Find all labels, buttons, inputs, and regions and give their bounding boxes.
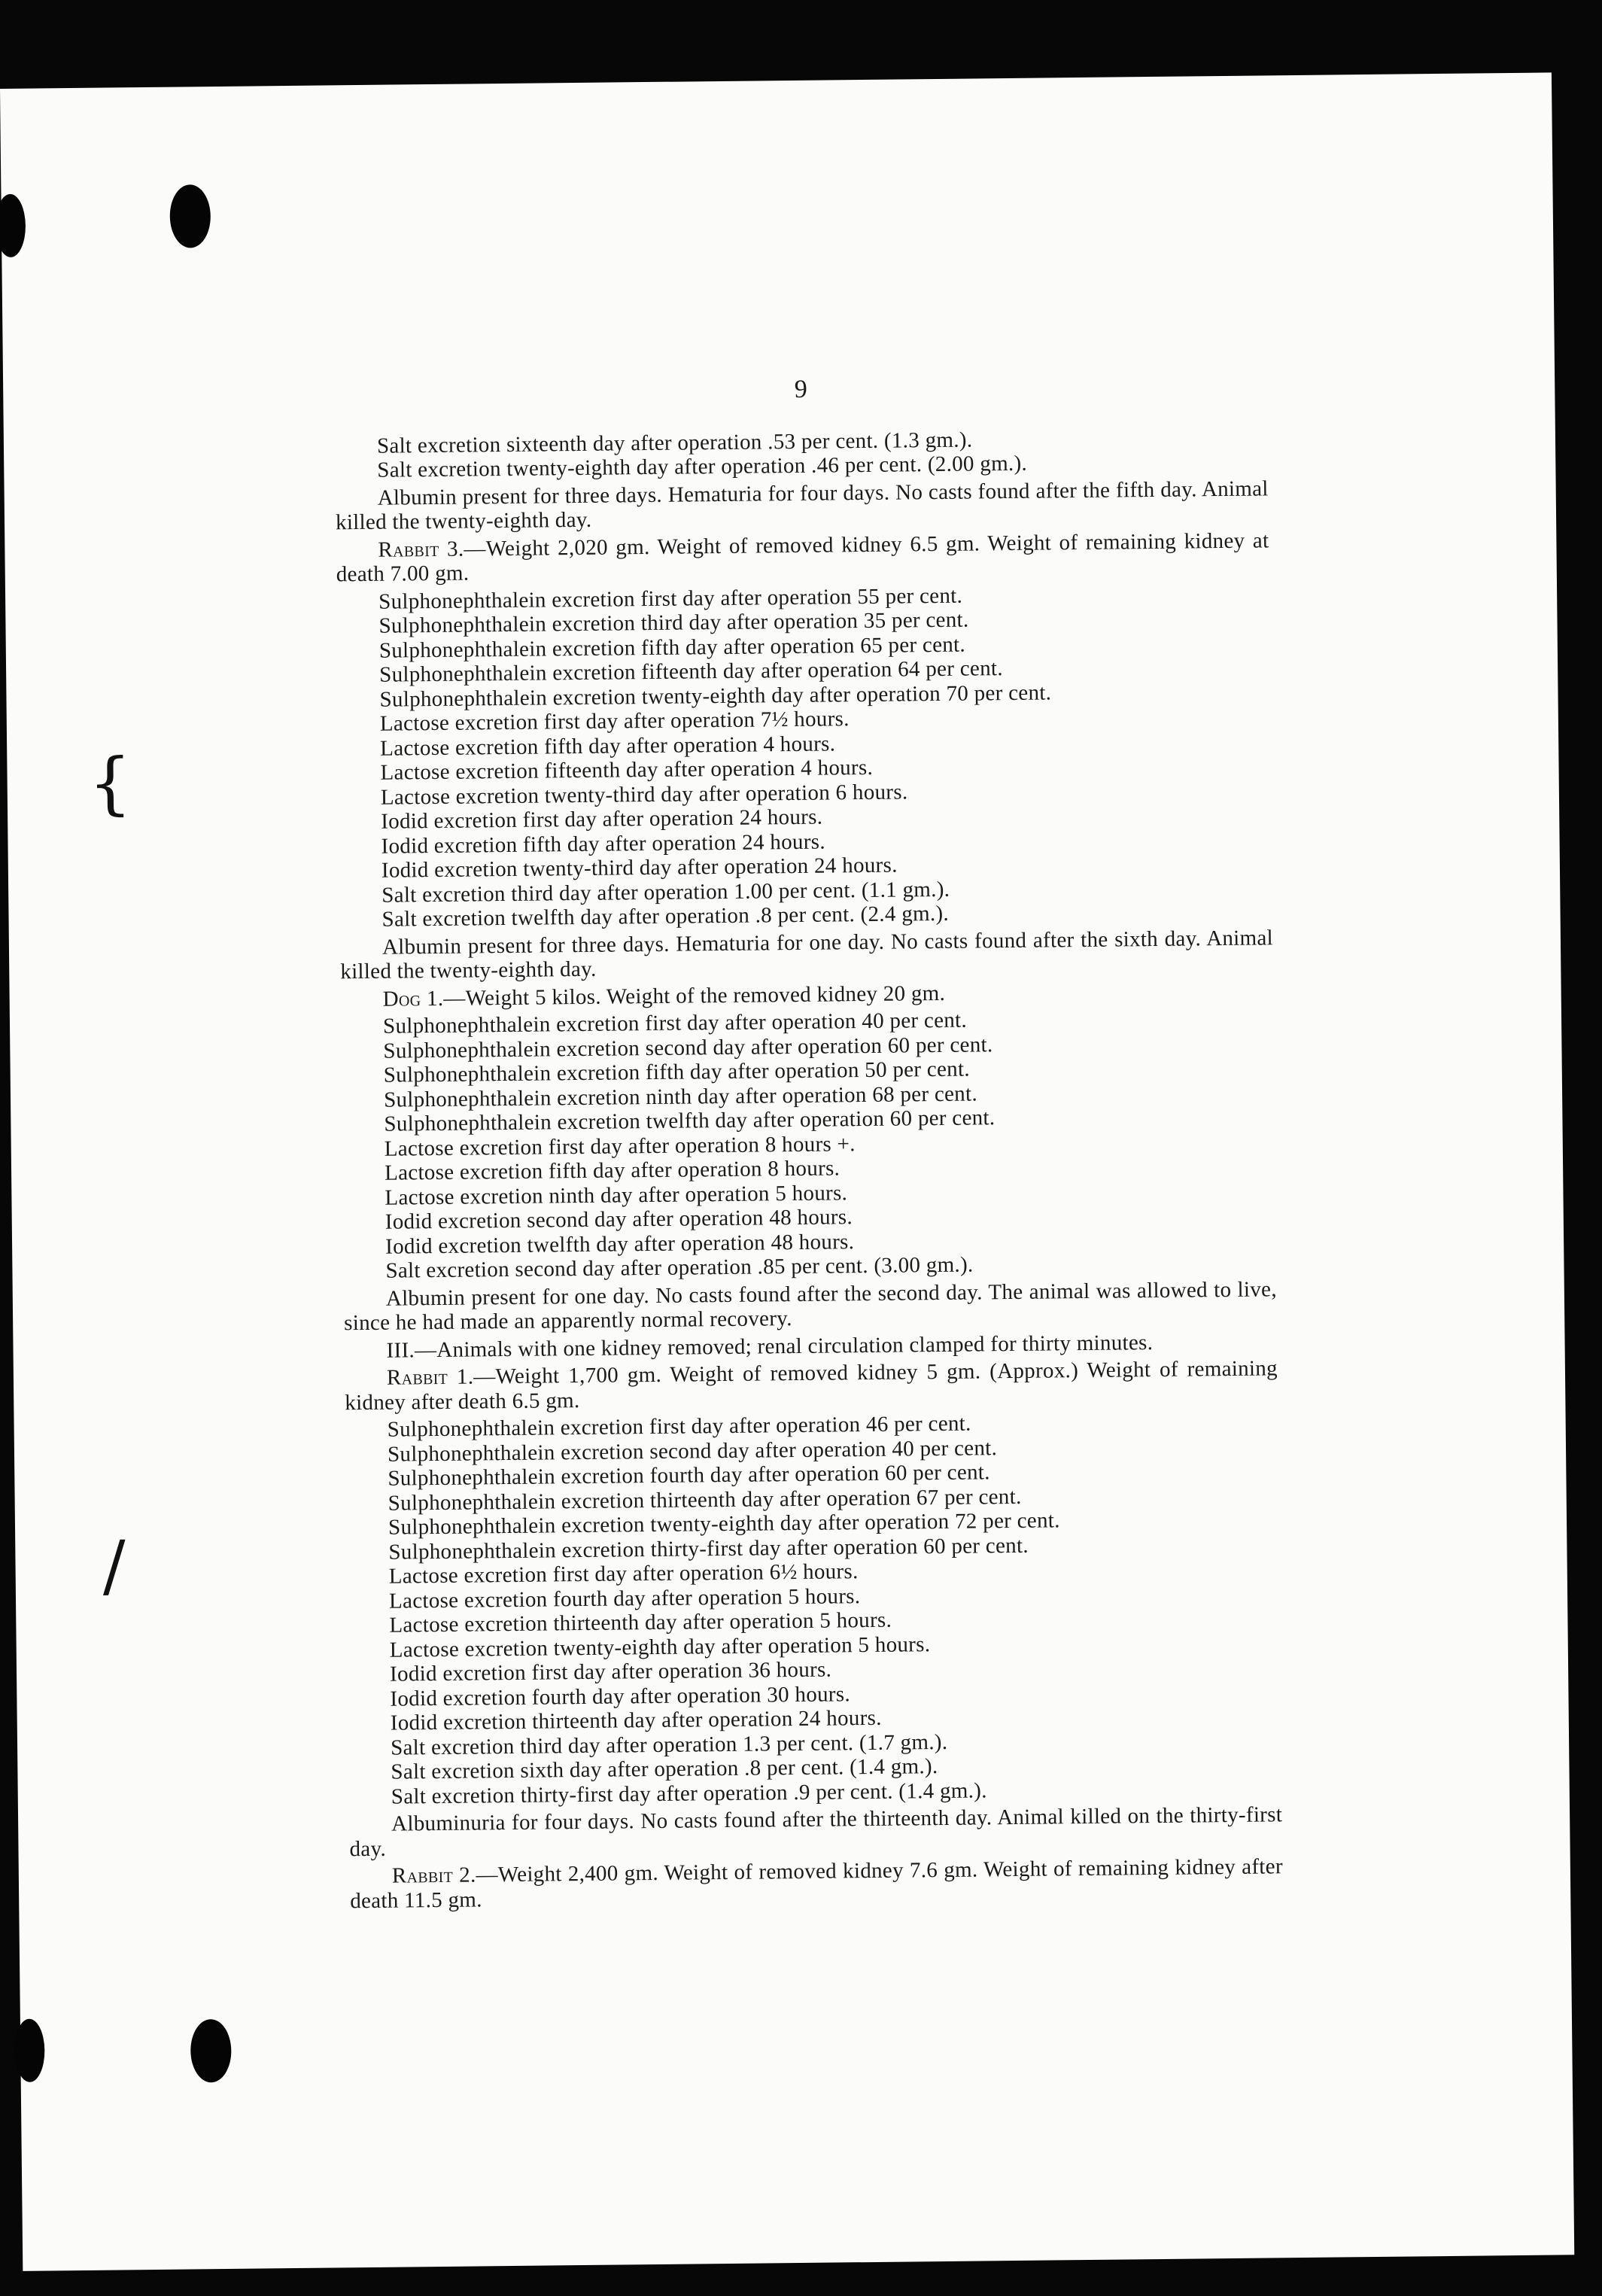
- text: Sulphonephthalein excretion second day after operation 40 per cent.: [387, 1435, 998, 1467]
- text: Lactose excretion first day after operation 6½ hours.: [388, 1559, 859, 1589]
- text: Sulphonephthalein excretion twelfth day after operation 60 per cent.: [384, 1105, 996, 1136]
- margin-pencil-mark: {: [88, 744, 132, 823]
- text: Sulphonephthalein excretion fifteenth day after operation 64 per cent.: [379, 656, 1003, 687]
- paragraph: [345, 1356, 1278, 1415]
- text: Albumin present for one day. No casts found after the second day. The animal was allowed to live, since he had made an apparently normal recovery.: [344, 1276, 1277, 1336]
- paragraph: [336, 528, 1269, 587]
- text: Salt excretion thirty-first day after operation .9 per cent. (1.4 gm.).: [391, 1777, 987, 1809]
- text: Lactose excretion fifth day after operation 4 hours.: [380, 731, 836, 761]
- text: —Weight 2,020 gm. Weight of removed kidney 6.5 gm. Weight of remaining kidney at death 7.00 gm.: [336, 528, 1269, 587]
- text: Sulphonephthalein excretion third day after operation 35 per cent.: [378, 607, 969, 638]
- text: Salt excretion twelfth day after operation .8 per cent. (2.4 gm.).: [382, 901, 950, 932]
- text: Lactose excretion fifteenth day after operation 4 hours.: [380, 755, 874, 785]
- text: Albuminuria for four days. No casts found after the thirteenth day. Animal killed on the thirty-first day.: [349, 1802, 1283, 1861]
- text: Lactose excretion fourth day after operation 5 hours.: [388, 1583, 861, 1613]
- text: Iodid excretion fifth day after operation 24 hours.: [381, 829, 825, 859]
- text: Lactose excretion first day after operation 7½ hours.: [379, 707, 850, 736]
- text: Sulphonephthalein excretion fourth day after operation 60 per cent.: [388, 1460, 990, 1491]
- text: Iodid excretion fourth day after operation 30 hours.: [390, 1681, 851, 1711]
- text: Albumin present for three days. Hematuria for one day. No casts found after the sixth day. Animal killed the twenty-eighth day.: [340, 925, 1274, 984]
- paragraph: [344, 1277, 1278, 1336]
- text: Iodid excretion twelfth day after operation 48 hours.: [385, 1229, 855, 1259]
- punch-hole-left-bottom: [14, 2019, 45, 2082]
- text: Lactose excretion thirteenth day after operation 5 hours.: [389, 1607, 892, 1638]
- document-page: [0, 72, 1574, 2270]
- text: Sulphonephthalein excretion thirty-first day after operation 60 per cent.: [388, 1533, 1029, 1565]
- text: —Weight 1,700 gm. Weight of removed kidney 5 gm. (Approx.) Weight of remaining kidney after death 6.5 gm.: [345, 1356, 1278, 1415]
- text: —Weight 2,400 gm. Weight of removed kidney 7.6 gm. Weight of remaining kidney after death 11.5 gm.: [350, 1854, 1283, 1913]
- punch-hole-left-top: [0, 194, 26, 257]
- text: Salt excretion sixteenth day after operation .53 per cent. (1.3 gm.).: [376, 427, 973, 458]
- text: Salt excretion twenty-eighth day after operation .46 per cent. (2.00 gm.).: [377, 451, 1028, 482]
- specimen-label: Dog 1.: [382, 986, 444, 1011]
- page-text: [333, 278, 1284, 1916]
- text: Albumin present for three days. Hematuria for four days. No casts found after the fifth day. Animal killed the twenty-eighth day.: [335, 476, 1269, 535]
- text: Sulphonephthalein excretion ninth day after operation 68 per cent.: [383, 1081, 978, 1112]
- text: Lactose excretion ninth day after operation 5 hours.: [385, 1180, 848, 1210]
- specimen-label: Rabbit 1.: [386, 1364, 474, 1390]
- text: Sulphonephthalein excretion thirteenth day after operation 67 per cent.: [388, 1484, 1022, 1516]
- paragraph: [336, 476, 1269, 535]
- page-number: 9: [794, 375, 807, 403]
- paragraph: [350, 1854, 1284, 1913]
- text: Sulphonephthalein excretion fifth day after operation 65 per cent.: [378, 632, 966, 663]
- punch-hole-bottom: [190, 2019, 232, 2083]
- text: Lactose excretion fifth day after operation 8 hours.: [384, 1156, 841, 1185]
- punch-hole-top: [169, 184, 211, 248]
- text: Salt excretion sixth day after operation .8 per cent. (1.4 gm.).: [391, 1754, 938, 1784]
- text: Sulphonephthalein excretion first day after operation 46 per cent.: [387, 1411, 971, 1442]
- text: Sulphonephthalein excretion second day after operation 60 per cent.: [383, 1032, 993, 1063]
- specimen-label: Rabbit 3.: [378, 537, 464, 562]
- text: III.—Animals with one kidney removed; renal circulation clamped for thirty minutes.: [386, 1330, 1154, 1363]
- text: —Weight 5 kilos. Weight of the removed kidney 20 gm.: [443, 981, 946, 1011]
- text: Sulphonephthalein excretion first day after operation 55 per cent.: [378, 583, 963, 614]
- text: Iodid excretion thirteenth day after operation 24 hours.: [390, 1705, 882, 1735]
- text: Iodid excretion twenty-third day after operation 24 hours.: [381, 853, 898, 883]
- paragraph: [349, 1802, 1283, 1861]
- text: Salt excretion third day after operation 1.3 per cent. (1.7 gm.).: [390, 1729, 948, 1760]
- text: Iodid excretion first day after operation 24 hours.: [381, 804, 823, 834]
- text: Iodid excretion second day after operation 48 hours.: [385, 1205, 853, 1234]
- text: Lactose excretion twenty-eighth day after operation 5 hours.: [389, 1632, 931, 1662]
- text: Sulphonephthalein excretion first day after operation 40 per cent.: [382, 1008, 968, 1039]
- text: Lactose excretion first day after operation 8 hours +.: [384, 1131, 856, 1161]
- text: Salt excretion second day after operation .85 per cent. (3.00 gm.).: [385, 1252, 974, 1283]
- text: Salt excretion third day after operation 1.00 per cent. (1.1 gm.).: [382, 877, 950, 908]
- paragraph: [340, 926, 1274, 984]
- specimen-label: Rabbit 2.: [391, 1863, 476, 1888]
- text: Sulphonephthalein excretion fifth day after operation 50 per cent.: [383, 1057, 971, 1087]
- text: Iodid excretion first day after operation 36 hours.: [389, 1657, 832, 1686]
- text: Sulphonephthalein excretion twenty-eighth day after operation 70 per cent.: [379, 680, 1052, 712]
- margin-pencil-mark: /: [102, 1526, 126, 1606]
- page-content: [335, 424, 1284, 1913]
- text: Lactose excretion twenty-third day after operation 6 hours.: [380, 779, 908, 810]
- text: Sulphonephthalein excretion twenty-eighth day after operation 72 per cent.: [388, 1508, 1060, 1540]
